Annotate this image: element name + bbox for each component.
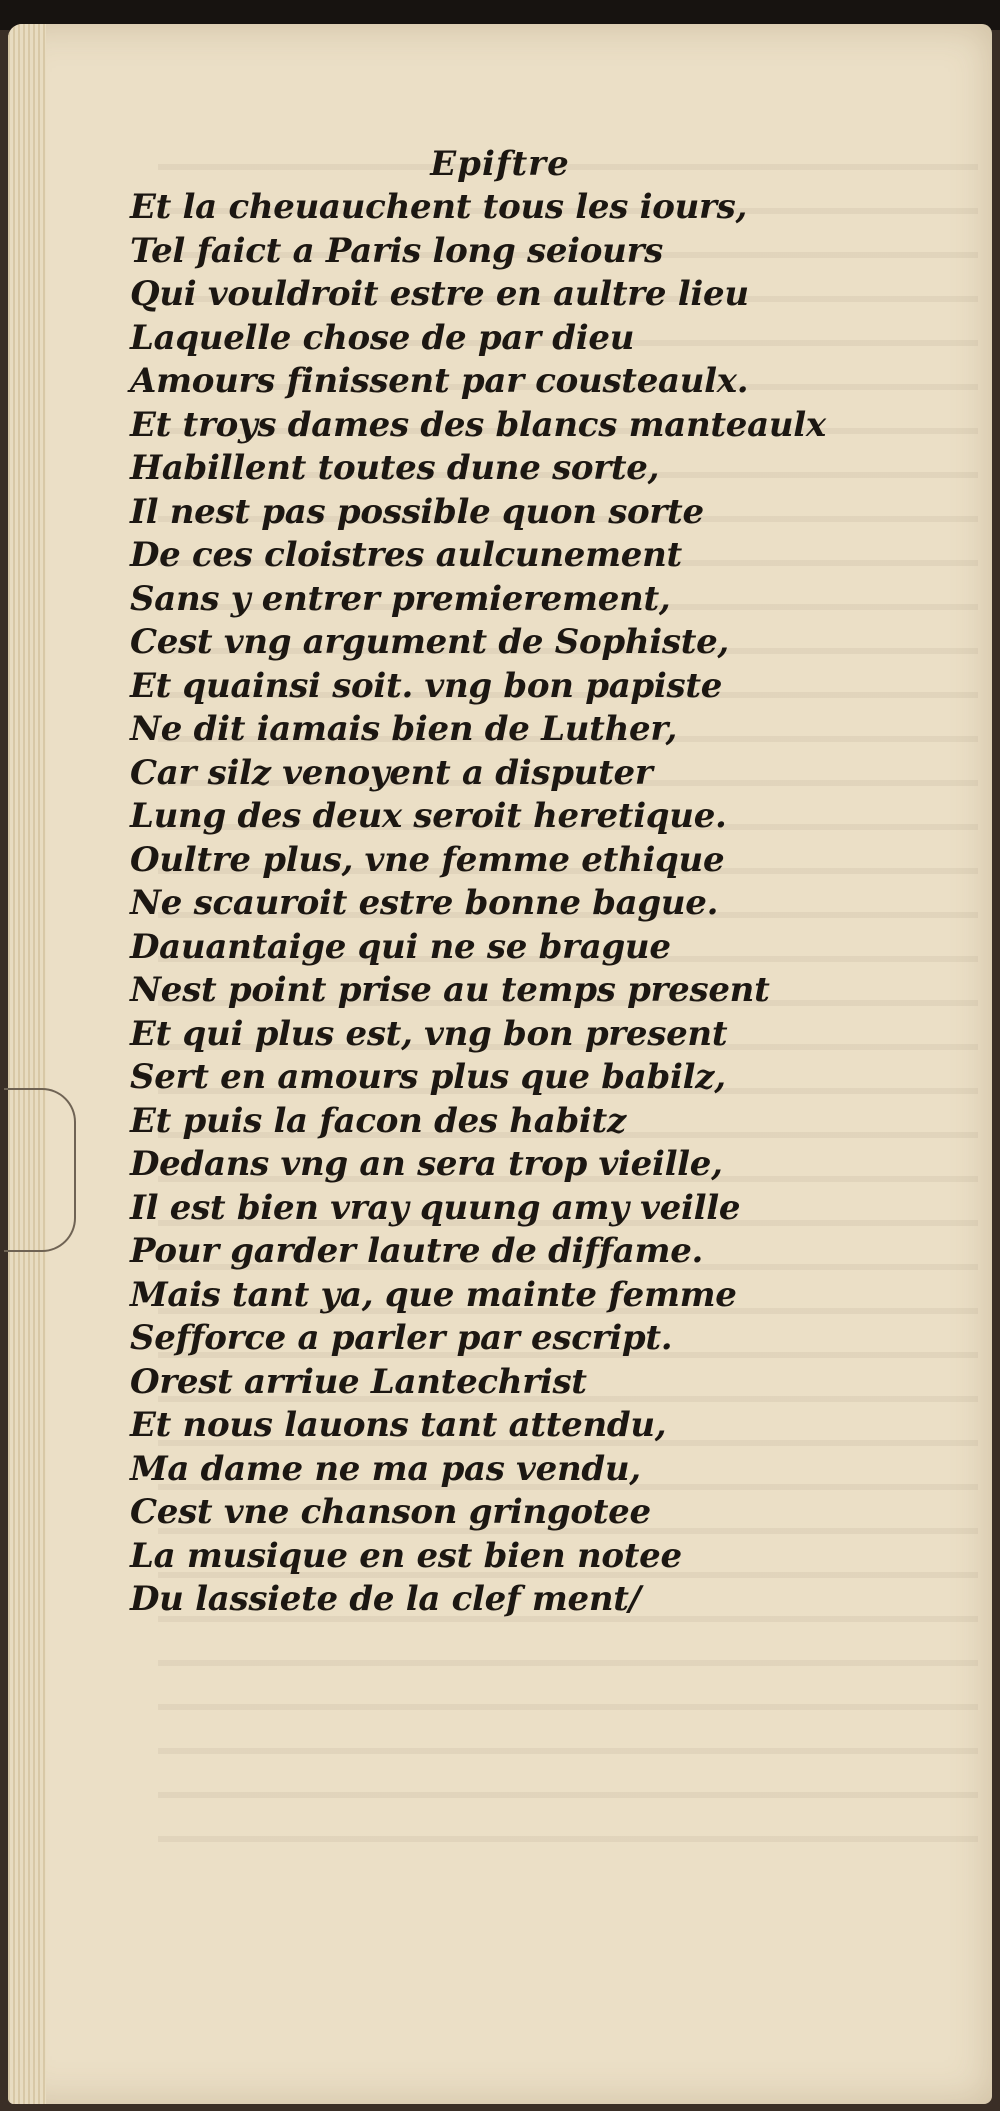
verse-line: La musique en est bien notee xyxy=(130,1535,682,1576)
verse-line: Laquelle chose de par dieu xyxy=(130,317,635,358)
verse-line: Dedans vng an sera trop vieille, xyxy=(130,1144,723,1184)
verse-line: Et puis la facon des habitz xyxy=(130,1100,626,1141)
verse-line: Du lassiete de la clef ment/ xyxy=(130,1579,641,1619)
verse-line: Ne scauroit estre bonne bague. xyxy=(130,883,719,923)
verse-line: Habillent toutes dune sorte, xyxy=(130,448,660,488)
verse-line: Sert en amours plus que babilz, xyxy=(130,1057,726,1097)
verse-line: Sans y entrer premierement, xyxy=(130,578,671,619)
verse-line: Cest vng argument de Sophiste, xyxy=(130,622,729,662)
verse-line: Oultre plus, vne femme ethique xyxy=(130,839,725,880)
verse-line: Qui vouldroit estre en aultre lieu xyxy=(130,274,749,314)
verse-line: Mais tant ya, que mainte femme xyxy=(130,1274,737,1315)
verse-line: Et nous lauons tant attendu, xyxy=(130,1405,667,1445)
verse-line: Ma dame ne ma pas vendu, xyxy=(130,1448,641,1489)
verse-line: Nest point prise au temps present xyxy=(130,970,770,1010)
verse-line: Et troys dames des blancs manteaulx xyxy=(130,404,826,445)
verse-line: Sefforce a parler par escript. xyxy=(130,1318,673,1358)
verse-line: Ne dit iamais bien de Luther, xyxy=(130,709,678,749)
verse-list xyxy=(130,186,930,1622)
verse-line: Dauantaige qui ne se brague xyxy=(130,926,671,967)
verse-line: Et la cheuauchent tous les iours, xyxy=(130,187,747,227)
verse-line: Et qui plus est, vng bon present xyxy=(130,1013,728,1054)
verse-line: De ces cloistres aulcunement xyxy=(130,535,682,575)
verse-line: Il nest pas possible quon sorte xyxy=(130,491,704,532)
page-edges xyxy=(8,24,46,2104)
verse-line: Il est bien vray quung amy veille xyxy=(130,1187,741,1228)
verse-line: Orest arriue Lantechrist xyxy=(130,1361,587,1402)
verse-line: Cest vne chanson gringotee xyxy=(130,1492,651,1532)
verse-line: Car silz venoyent a disputer xyxy=(130,752,653,793)
verse-line: Et quainsi soit. vng bon papiste xyxy=(130,665,723,706)
verse-line: Lung des deux seroit heretique. xyxy=(130,796,727,836)
verse-line: Amours finissent par cousteaulx. xyxy=(130,361,749,401)
verse-line: Pour garder lautre de diffame. xyxy=(130,1231,704,1271)
verse-line: Tel faict a Paris long seiours xyxy=(130,230,664,271)
binding-clip xyxy=(4,1088,76,1252)
page-heading: Epiftre xyxy=(430,144,570,184)
